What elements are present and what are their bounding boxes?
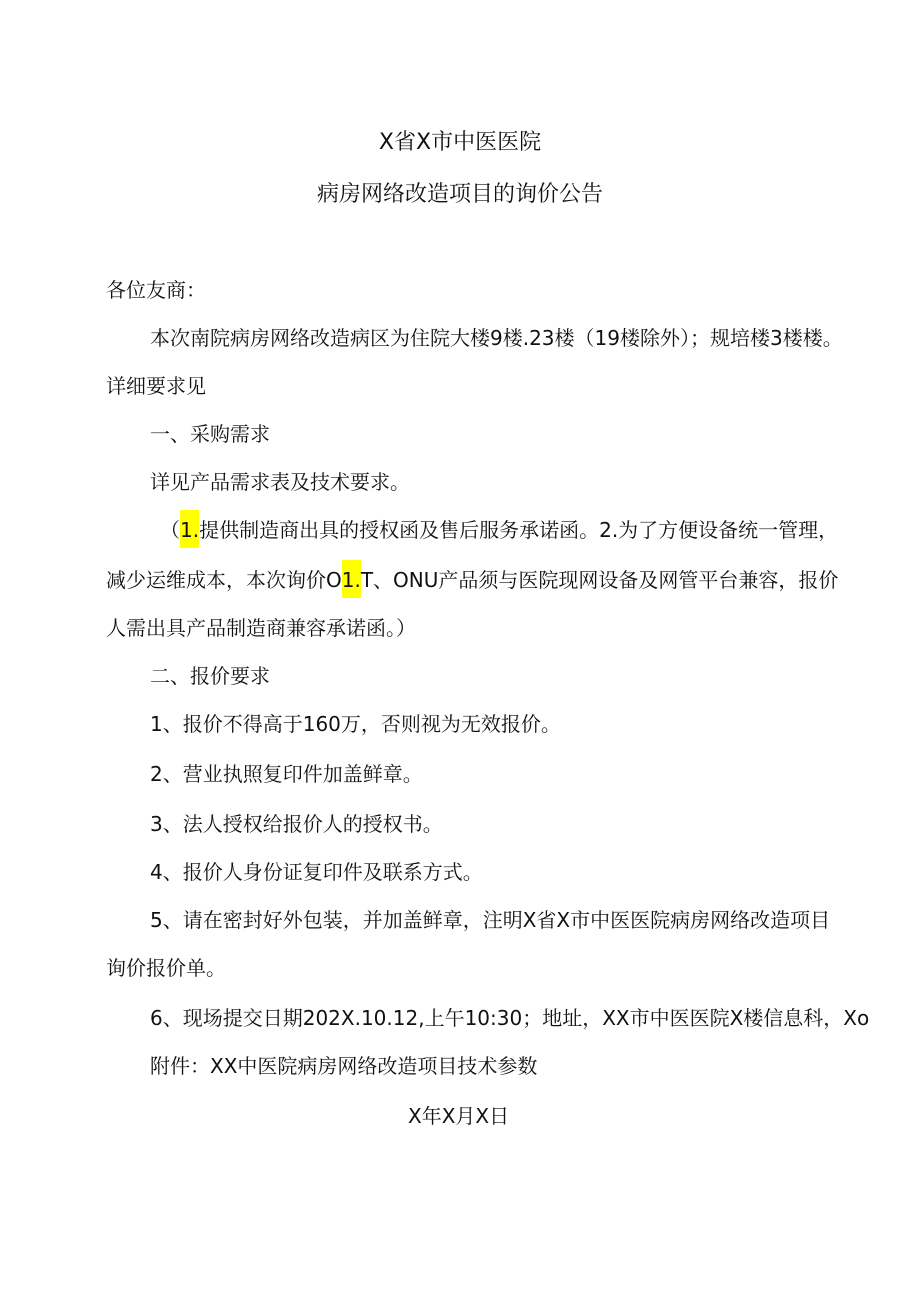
- procurement-detail: 详见产品需求表及技术要求。: [150, 470, 410, 494]
- procurement-note-line-2: [106, 566, 838, 594]
- quotation-item: 5、请在密封好外包装，并加盖鲜章，注明X省X市中医医院病房网络改造项目: [150, 908, 831, 932]
- note-text-2a: 减少运维成本，本次询价O: [106, 568, 342, 592]
- quotation-item: 6、现场提交日期202X.10.12,上午10:30；地址，XX市中医医院X楼信息科，Xo: [150, 1006, 870, 1030]
- attachment-line: 附件：XX中医院病房网络改造项目技术参数: [150, 1054, 538, 1078]
- intro-line-1: 本次南院病房网络改造病区为住院大楼9楼.23楼（19楼除外）；规培楼3楼楼。: [150, 326, 843, 350]
- highlight-item-number: 1.: [180, 510, 199, 548]
- quotation-item: 2、营业执照复印件加盖鲜章。: [150, 762, 423, 786]
- document-title-line2: 病房网络改造项目的询价公告: [316, 182, 603, 207]
- quotation-item-continued: 询价报价单。: [106, 956, 226, 980]
- document-title-line1: X省X市中医医院: [378, 130, 542, 155]
- procurement-note-line-1: [160, 516, 838, 544]
- section-heading-procurement: 一、采购需求: [150, 422, 270, 446]
- procurement-note-line-3: 人需出具产品制造商兼容承诺函。）: [106, 616, 416, 640]
- quotation-item: 1、报价不得高于160万，否则视为无效报价。: [150, 712, 561, 736]
- highlight-olt-fragment: 1.: [342, 560, 361, 598]
- intro-line-2: 详细要求见: [106, 374, 206, 398]
- note-text-1: 提供制造商出具的授权函及售后服务承诺函。2.为了方便设备统一管理，: [199, 518, 839, 542]
- quotation-item: 3、法人授权给报价人的授权书。: [150, 812, 443, 836]
- note-open-paren: （: [160, 518, 180, 542]
- section-heading-quotation: 二、报价要求: [150, 664, 270, 688]
- greeting: 各位友商：: [106, 278, 206, 302]
- quotation-item: 4、报价人身份证复印件及联系方式。: [150, 860, 483, 884]
- document-date: X年X月X日: [408, 1104, 510, 1128]
- note-text-2b: T、ONU产品须与医院现网设备及网管平台兼容，报价: [360, 568, 839, 592]
